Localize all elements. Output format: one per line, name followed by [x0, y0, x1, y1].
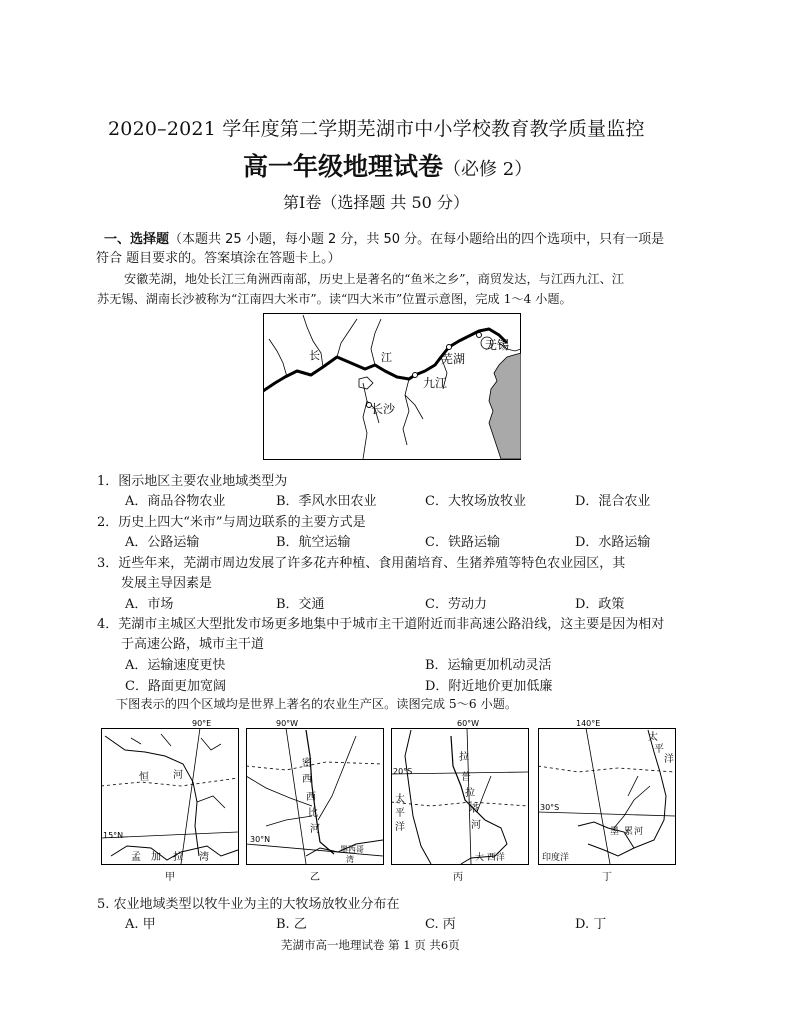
svg-text:印度洋: 印度洋	[542, 853, 570, 863]
label-wuhu: 芜湖	[441, 352, 466, 366]
svg-text:平: 平	[395, 808, 405, 819]
question-5-option-a[interactable]: A. 甲	[125, 917, 156, 932]
section-heading-note: （本题共 25 小题，每小题 2 分，共 50 分。在每小题给出的四个选项中，只有一项是	[169, 232, 665, 247]
svg-text:太: 太	[395, 794, 405, 805]
section-heading-note-2: 符合 题目要求的。答案填涂在答题卡上。）	[96, 251, 341, 266]
svg-text:恒: 恒	[139, 772, 149, 783]
label-chang: 长	[309, 349, 320, 362]
exam-header-line: 2020–2021 学年度第二学期芜湖市中小学校教育教学质量监控	[108, 118, 645, 140]
svg-text:拉: 拉	[173, 852, 183, 863]
question-3-option-b[interactable]: B．交通	[276, 597, 325, 612]
svg-text:140°E: 140°E	[576, 719, 601, 728]
svg-text:孟: 孟	[131, 852, 141, 863]
question-4-stem-2: 于高速公路，城市主干道	[121, 637, 265, 652]
svg-text:90°W: 90°W	[276, 719, 299, 728]
svg-text:湾: 湾	[346, 855, 354, 864]
rice-market-map	[263, 313, 521, 460]
passage-1-line-1: 安徽芜湖，地处长江三角洲西南部，历史上是著名的“鱼米之乡”，商贸发达，与江西九江、江	[124, 272, 624, 286]
label-jiang: 江	[381, 351, 392, 364]
jia-caption: 甲	[165, 872, 175, 882]
svg-text:河: 河	[471, 820, 481, 831]
svg-text:密: 密	[302, 758, 312, 769]
svg-text:30°S: 30°S	[540, 803, 560, 812]
question-2-option-d[interactable]: D．水路运输	[575, 535, 651, 550]
question-1-option-c[interactable]: C．大牧场放牧业	[425, 494, 526, 509]
ding-caption: 丁	[602, 872, 612, 882]
label-wuxi: 无锡	[485, 338, 510, 352]
question-2-stem: 2．历史上四大“米市”与周边联系的主要方式是	[97, 515, 366, 530]
question-3-option-c[interactable]: C．劳动力	[425, 597, 487, 612]
question-2-option-c[interactable]: C．铁路运输	[425, 535, 500, 550]
question-3-option-a[interactable]: A．市场	[125, 597, 174, 612]
svg-text:湾: 湾	[199, 852, 209, 863]
svg-text:拉: 拉	[465, 788, 475, 799]
svg-text:河: 河	[634, 827, 644, 837]
svg-text:60°W: 60°W	[457, 719, 480, 728]
label-changsha: 长沙	[371, 402, 396, 416]
question-5-stem: 5. 农业地域类型以牧牛业为主的大牧场放牧业分布在	[97, 897, 400, 912]
svg-text:普: 普	[461, 772, 471, 783]
svg-text:塔: 塔	[469, 804, 479, 815]
svg-text:洋: 洋	[395, 822, 405, 833]
svg-text:平: 平	[654, 744, 664, 755]
svg-text:西: 西	[306, 792, 316, 803]
jiujiang-point	[413, 373, 418, 378]
question-3-option-d[interactable]: D．政策	[575, 597, 625, 612]
svg-text:大 西洋: 大 西洋	[475, 853, 505, 863]
svg-text:河: 河	[310, 824, 320, 835]
question-5-option-d[interactable]: D. 丁	[575, 917, 607, 932]
question-5-option-c[interactable]: C. 丙	[425, 917, 456, 932]
question-1-option-b[interactable]: B．季风水田农业	[276, 494, 377, 509]
svg-text:15°N: 15°N	[103, 831, 124, 840]
map-ding	[538, 716, 676, 882]
question-1-stem: 1．图示地区主要农业地域类型为	[97, 474, 288, 489]
jia-lon: 90°E	[192, 719, 212, 728]
map-jia	[101, 716, 239, 882]
question-4-stem: 4．芜湖市主城区大型批发市场更多地集中于城市主干道附近而非高速公路沿线，这主要是因为相对	[97, 617, 665, 632]
yi-caption: 乙	[310, 872, 320, 882]
section-heading-bold: 一、选择题	[104, 232, 170, 247]
wuhu-point	[447, 345, 452, 350]
svg-text:洋: 洋	[664, 754, 674, 765]
passage-1-line-2: 苏无锡、湖南长沙被称为“江南四大米市”。读“四大米市”位置示意图，完成 1～4 小题。	[97, 292, 572, 306]
section-heading	[104, 228, 664, 247]
svg-text:20°S: 20°S	[393, 767, 413, 776]
svg-text:墨西哥: 墨西哥	[340, 845, 364, 854]
map-bing	[391, 716, 529, 882]
question-2-option-b[interactable]: B．航空运输	[276, 535, 351, 550]
wuxi-point	[477, 333, 482, 338]
question-4-option-b[interactable]: B．运输更加机动灵活	[425, 658, 552, 673]
svg-text:30°N: 30°N	[250, 835, 271, 844]
map-yi	[246, 716, 384, 882]
exam-title	[243, 147, 532, 183]
question-4-option-d[interactable]: D．附近地价更加低廉	[425, 679, 553, 694]
question-4-option-c[interactable]: C．路面更加宽阔	[125, 679, 226, 694]
svg-text:河: 河	[173, 770, 183, 781]
svg-text:累: 累	[624, 827, 634, 837]
label-jiujiang: 九江	[423, 376, 448, 390]
part-title: 第Ⅰ卷（选择题 共 50 分）	[283, 193, 469, 212]
question-3-stem-2: 发展主导因素是	[121, 576, 213, 591]
question-1-option-d[interactable]: D．混合农业	[575, 494, 651, 509]
passage-2: 下图表示的四个区域均是世界上著名的农业生产区。读图完成 5～6 小题。	[116, 697, 518, 711]
exam-title-sub: （必修 2）	[443, 159, 533, 180]
svg-text:太: 太	[648, 732, 658, 743]
question-1-option-a[interactable]: A．商品谷物农业	[125, 494, 226, 509]
exam-title-main: 高一年级地理试卷	[243, 152, 444, 181]
svg-text:加: 加	[151, 852, 161, 863]
question-5-option-b[interactable]: B. 乙	[276, 917, 307, 932]
question-4-option-a[interactable]: A．运输速度更快	[125, 658, 226, 673]
question-2-option-a[interactable]: A．公路运输	[125, 535, 200, 550]
svg-text:西: 西	[302, 774, 312, 785]
page-footer: 芜湖市高一地理试卷 第 1 页 共6页	[281, 938, 460, 952]
svg-text:拉: 拉	[459, 752, 469, 763]
svg-text:比: 比	[308, 808, 318, 819]
svg-text:墨: 墨	[610, 827, 620, 837]
bing-caption: 丙	[453, 872, 463, 882]
question-3-stem: 3．近些年来，芜湖市周边发展了许多花卉种植、食用菌培育、生猪养殖等特色农业园区，其	[97, 556, 626, 571]
